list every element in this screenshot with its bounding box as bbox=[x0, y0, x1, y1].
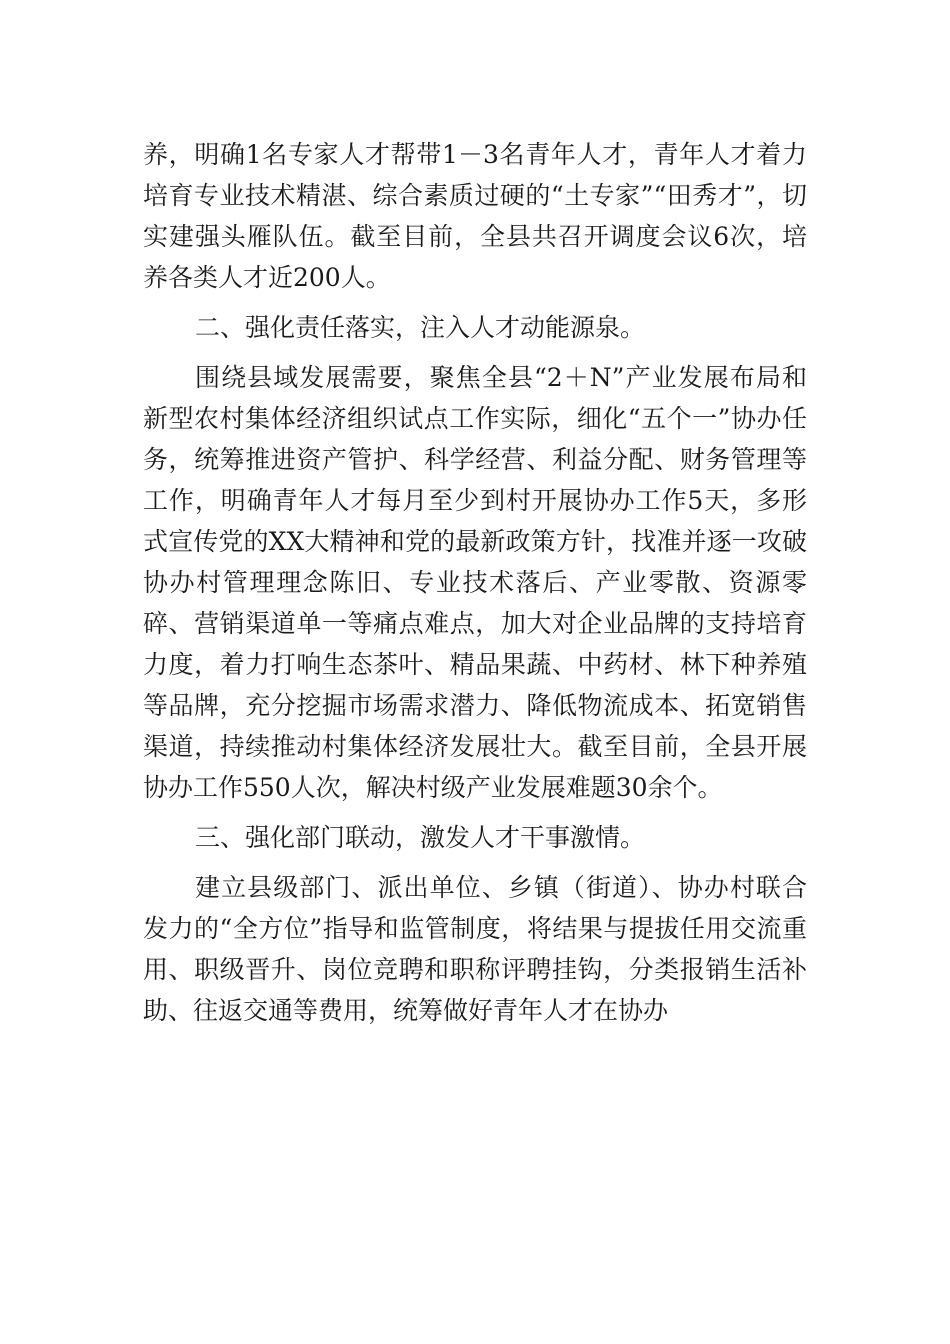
section-heading-3: 三、强化部门联动，激发人才干事激情。 bbox=[195, 823, 646, 852]
paragraph-section-3-body: 建立县级部门、派出单位、乡镇（街道）、协办村联合发力的“全方位”指导和监管制度，将结果与提拔任用交流重用、职级晋升、岗位竞聘和职称评聘挂钩，分类报销生活补助、往返交通等费用，统筹做好青年人才在协办 bbox=[143, 873, 807, 1025]
document-page bbox=[143, 134, 807, 1040]
paragraph-continuation: 养，明确1名专家人才帮带1－3名青年人才，青年人才着力培育专业技术精湛、综合素质过硬的“土专家”“田秀才”，切实建强头雁队伍。截至目前，全县共召开调度会议6次，培养各类人才近200人。 bbox=[143, 140, 807, 292]
paragraph-section-2-body: 围绕县域发展需要，聚焦全县“2＋N”产业发展布局和新型农村集体经济组织试点工作实际，细化“五个一”协办任务，统筹推进资产管护、科学经营、利益分配、财务管理等工作，明确青年人才每月至少到村开展协办工作5天，多形式宣传党的XX大精神和党的最新政策方针，找准并逐一攻破协办村管理理念陈旧、专业技术落后、产业零散、资源零碎、营销渠道单一等痛点难点，加大对企业品牌的支持培育力度，着力打响生态茶叶、精品果蔬、中药材、林下种养殖等品牌，充分挖掘市场需求潜力、降低物流成本、拓宽销售渠道，持续推动村集体经济发展壮大。截至目前，全县开展协办工作550人次，解决村级产业发展难题30余个。 bbox=[143, 363, 807, 802]
section-heading-2: 二、强化责任落实，注入人才动能源泉。 bbox=[195, 313, 646, 342]
